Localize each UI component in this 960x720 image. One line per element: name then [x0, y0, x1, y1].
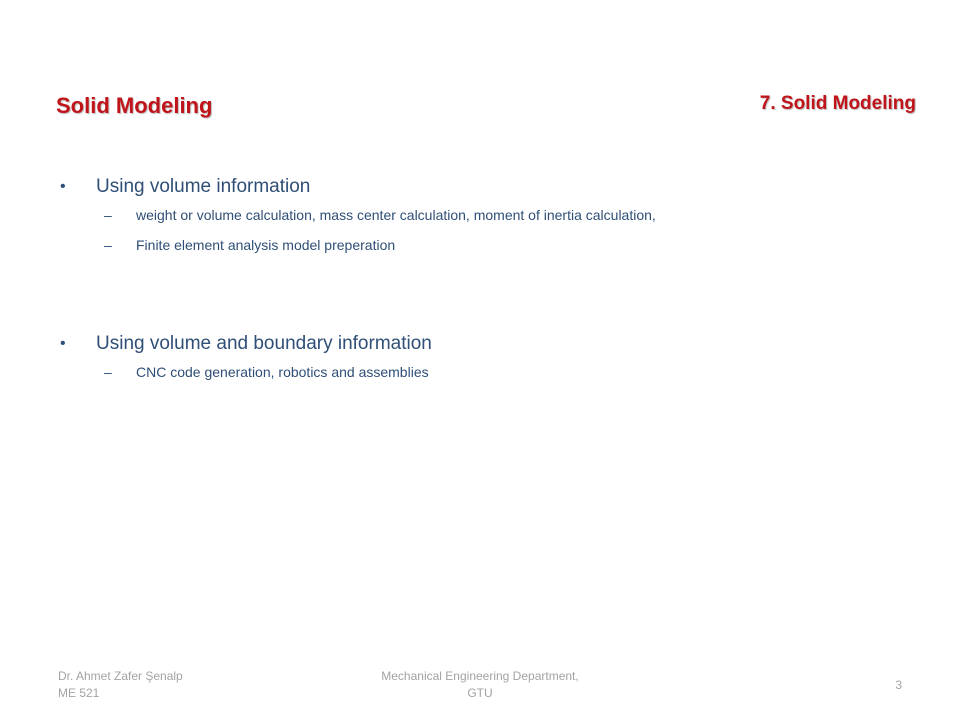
bullet-item — [60, 174, 920, 200]
footer-department — [340, 668, 620, 702]
bullet-group — [60, 331, 920, 387]
footer-course-code: ME 521 — [58, 686, 100, 700]
chapter-label: 7. Solid Modeling — [759, 93, 916, 114]
footer-department-name: Mechanical Engineering Department, — [381, 669, 579, 683]
footer-institution: GTU — [467, 686, 493, 700]
page-number: 3 — [895, 678, 902, 692]
bullet-text: Using volume and boundary information — [96, 333, 432, 354]
slide-title: Solid Modeling — [56, 93, 213, 118]
slide-content — [60, 174, 920, 387]
sub-item-text: CNC code generation, robotics and assemblies — [136, 364, 429, 380]
sub-item-text: weight or volume calculation, mass center calculation, moment of inertia calculation, — [136, 207, 656, 223]
bullet-group — [60, 174, 920, 260]
sub-item — [60, 357, 920, 387]
bullet-icon: • — [60, 335, 66, 352]
sub-item — [60, 230, 920, 260]
dash-icon: – — [104, 207, 112, 223]
dash-icon: – — [104, 364, 112, 380]
dash-icon: – — [104, 237, 112, 253]
bullet-text: Using volume information — [96, 176, 311, 197]
bullet-icon: • — [60, 178, 66, 195]
bullet-item — [60, 331, 920, 357]
sub-item-text: Finite element analysis model preperation — [136, 237, 396, 253]
footer-author-name: Dr. Ahmet Zafer Şenalp — [58, 669, 183, 683]
footer-author — [58, 668, 183, 702]
sub-item — [60, 200, 920, 230]
